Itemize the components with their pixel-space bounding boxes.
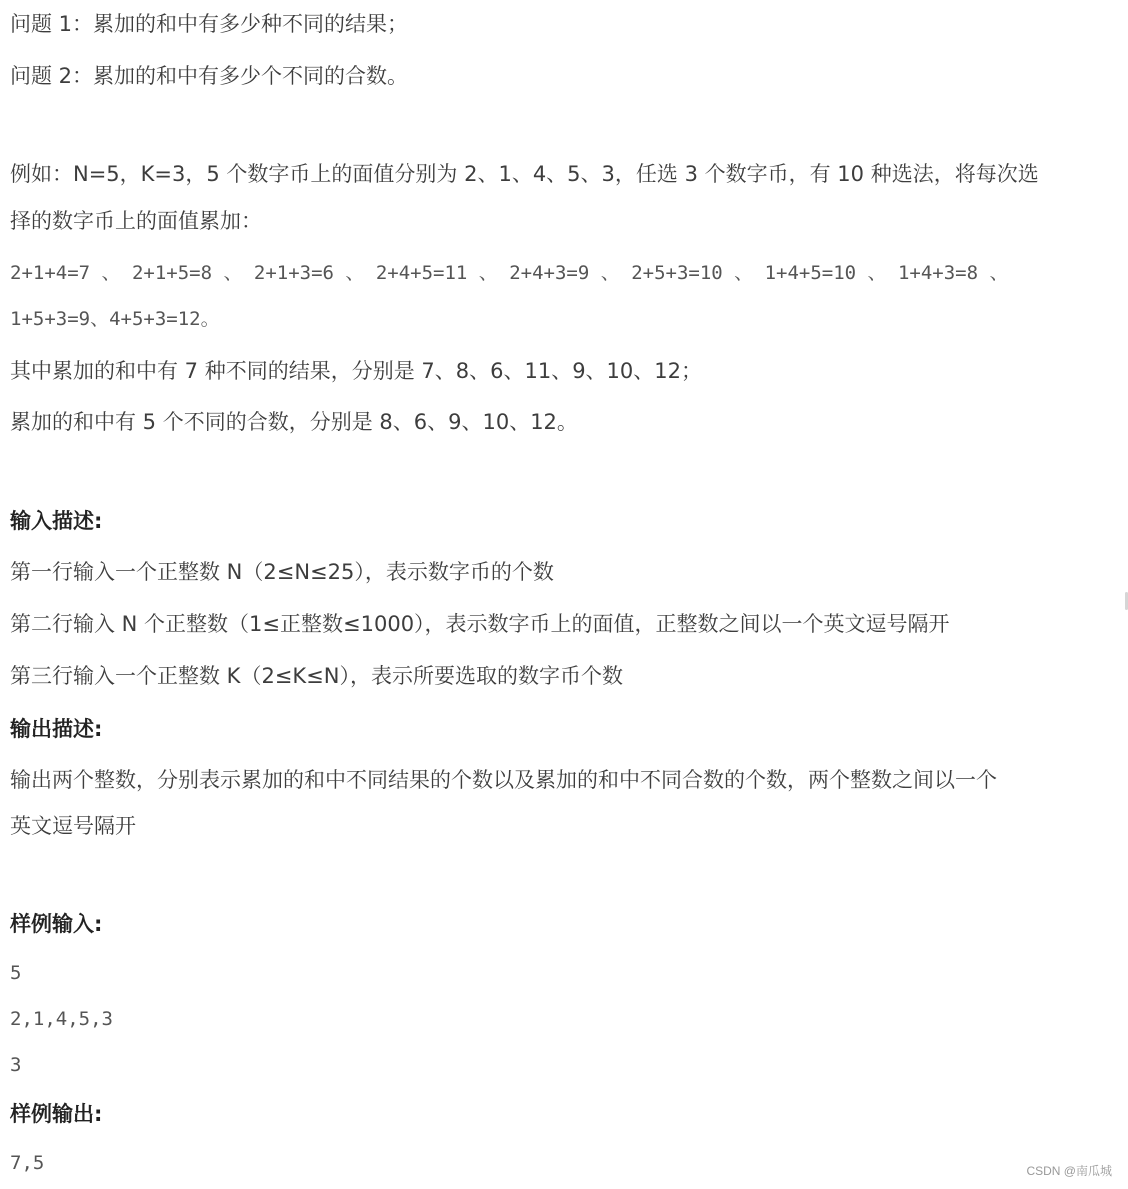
result-2: 累加的和中有 5 个不同的合数，分别是 8、6、9、10、12。 (10, 410, 578, 434)
output-description-heading: 输出描述: (10, 717, 103, 741)
sample-input-heading: 样例输入: (10, 912, 103, 936)
sample-output-line: 7,5 (10, 1152, 45, 1174)
example-line-1: 例如：N=5，K=3，5 个数字币上的面值分别为 2、1、4、5、3，任选 3 个数字币，有 10 种选法，将每次选 (10, 162, 1039, 186)
sums-line-1: 2+1+4=7 、 2+1+5=8 、 2+1+3=6 、 2+4+5=11 、 2+4+3=9 、 2+5+3=10 、 1+4+5=10 、 1+4+3=8 、 (10, 262, 1009, 284)
result-1: 其中累加的和中有 7 种不同的结果，分别是 7、8、6、11、9、10、12； (10, 359, 702, 383)
sums-line-2: 1+5+3=9、4+5+3=12。 (10, 308, 220, 330)
sample-input-line: 2,1,4,5,3 (10, 1008, 113, 1030)
input-line-3: 第三行输入一个正整数 K（2≤K≤N），表示所要选取的数字币个数 (10, 664, 623, 688)
question-1: 问题 1：累加的和中有多少种不同的结果； (10, 12, 409, 36)
sample-output-heading: 样例输出: (10, 1102, 103, 1126)
output-line-1: 输出两个整数，分别表示累加的和中不同结果的个数以及累加的和中不同合数的个数，两个整数之间以一个 (10, 768, 997, 792)
sample-input-line: 5 (10, 962, 22, 984)
sample-input-line: 3 (10, 1054, 22, 1076)
question-2: 问题 2：累加的和中有多少个不同的合数。 (10, 64, 409, 88)
input-description-heading: 输入描述: (10, 509, 103, 533)
output-line-2: 英文逗号隔开 (10, 814, 136, 838)
csdn-watermark: CSDN @南瓜城 (1026, 1164, 1112, 1178)
input-line-1: 第一行输入一个正整数 N（2≤N≤25），表示数字币的个数 (10, 560, 554, 584)
input-line-2: 第二行输入 N 个正整数（1≤正整数≤1000），表示数字币上的面值，正整数之间以一个英文逗号隔开 (10, 612, 950, 636)
example-line-2: 择的数字币上的面值累加： (10, 209, 262, 233)
